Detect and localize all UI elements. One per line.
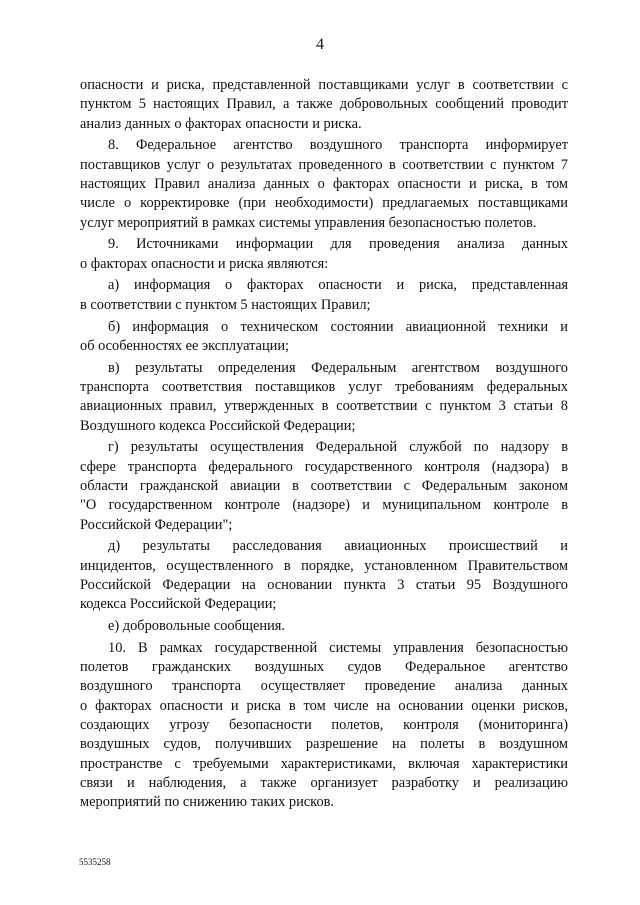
text-line: сфере транспорта федерального государственного контроля (надзора) в (80, 458, 568, 475)
text-line: о факторах опасности и риска в том числе на основании оценки рисков, (80, 697, 568, 714)
text-line: в соответствии с пунктом 5 настоящих Правил; (80, 296, 371, 313)
text-line: о факторах опасности и риска являются: (80, 255, 329, 272)
text-line: создающих угрозу безопасности полетов, контроля (мониторинга) (80, 717, 568, 733)
text-line: а) информация о факторах опасности и риска, представленная (108, 277, 568, 294)
text-line: пространстве с требуемыми характеристиками, включая характеристики (80, 755, 568, 772)
document-body (80, 76, 568, 812)
text-line: Воздушного кодекса Российской Федерации; (80, 417, 356, 434)
text-line: в) результаты определения Федеральным агентством воздушного (108, 359, 568, 376)
text-line: об особенностях ее эксплуатации; (80, 337, 290, 354)
text-line: мероприятий по снижению таких рисков. (80, 794, 335, 811)
text-line: Российской Федерации"; (80, 516, 233, 533)
text-line: инцидентов, осуществленного в порядке, установленном Правительством (80, 557, 568, 574)
text-line: е) добровольные сообщения. (108, 618, 285, 635)
text-line: настоящих Правил анализа данных о факторах опасности и риска, в том (80, 175, 568, 192)
text-line: кодекса Российской Федерации; (80, 596, 277, 613)
text-line: г) результаты осуществления Федеральной службой по надзору в (108, 439, 568, 456)
page-number: 4 (316, 36, 324, 53)
text-line: анализ данных о факторах опасности и риска. (80, 115, 362, 132)
text-line: связи и наблюдения, а также организует разработку и реализацию (80, 774, 568, 791)
text-line: б) информация о техническом состоянии авиационной техники и (108, 318, 568, 335)
text-line: 9. Источниками информации для проведения анализа данных (108, 236, 568, 253)
text-line: авиационных правил, утвержденных в соответствии с пунктом 3 статьи 8 (80, 398, 568, 415)
text-line: полетов гражданских воздушных судов Федеральное агентство (80, 659, 568, 676)
document-code: 5535258 (79, 857, 111, 867)
text-line: пунктом 5 настоящих Правил, а также добровольных сообщений проводит (80, 96, 568, 113)
text-line: "О государственном контроле (надзоре) и муниципальном контроле в (80, 497, 568, 514)
text-line: воздушных судов, получивших разрешение на полеты в воздушном (80, 736, 568, 753)
text-line: области гражданской авиации в соответствии с Федеральным законом (80, 477, 568, 494)
text-line: числе о корректировке (при необходимости) предлагаемых поставщиками (80, 195, 568, 212)
text-line: опасности и риска, представленной поставщиками услуг в соответствии с (80, 77, 568, 93)
text-line: д) результаты расследования авиационных происшествий и (108, 538, 568, 555)
text-line: транспорта соответствия поставщиков услуг требованиям федеральных (80, 378, 568, 395)
text-line: воздушного транспорта осуществляет проведение анализа данных (80, 678, 568, 695)
text-line: услуг мероприятий в рамках системы управления безопасностью полетов. (80, 214, 537, 231)
text-line: Российской Федерации на основании пункта 3 статьи 95 Воздушного (80, 576, 568, 593)
text-line: поставщиков услуг о результатах проведенного в соответствии с пунктом 7 (80, 156, 568, 173)
text-line: 8. Федеральное агентство воздушного транспорта информирует (108, 137, 568, 154)
text-line: 10. В рамках государственной системы управления безопасностью (108, 639, 568, 656)
